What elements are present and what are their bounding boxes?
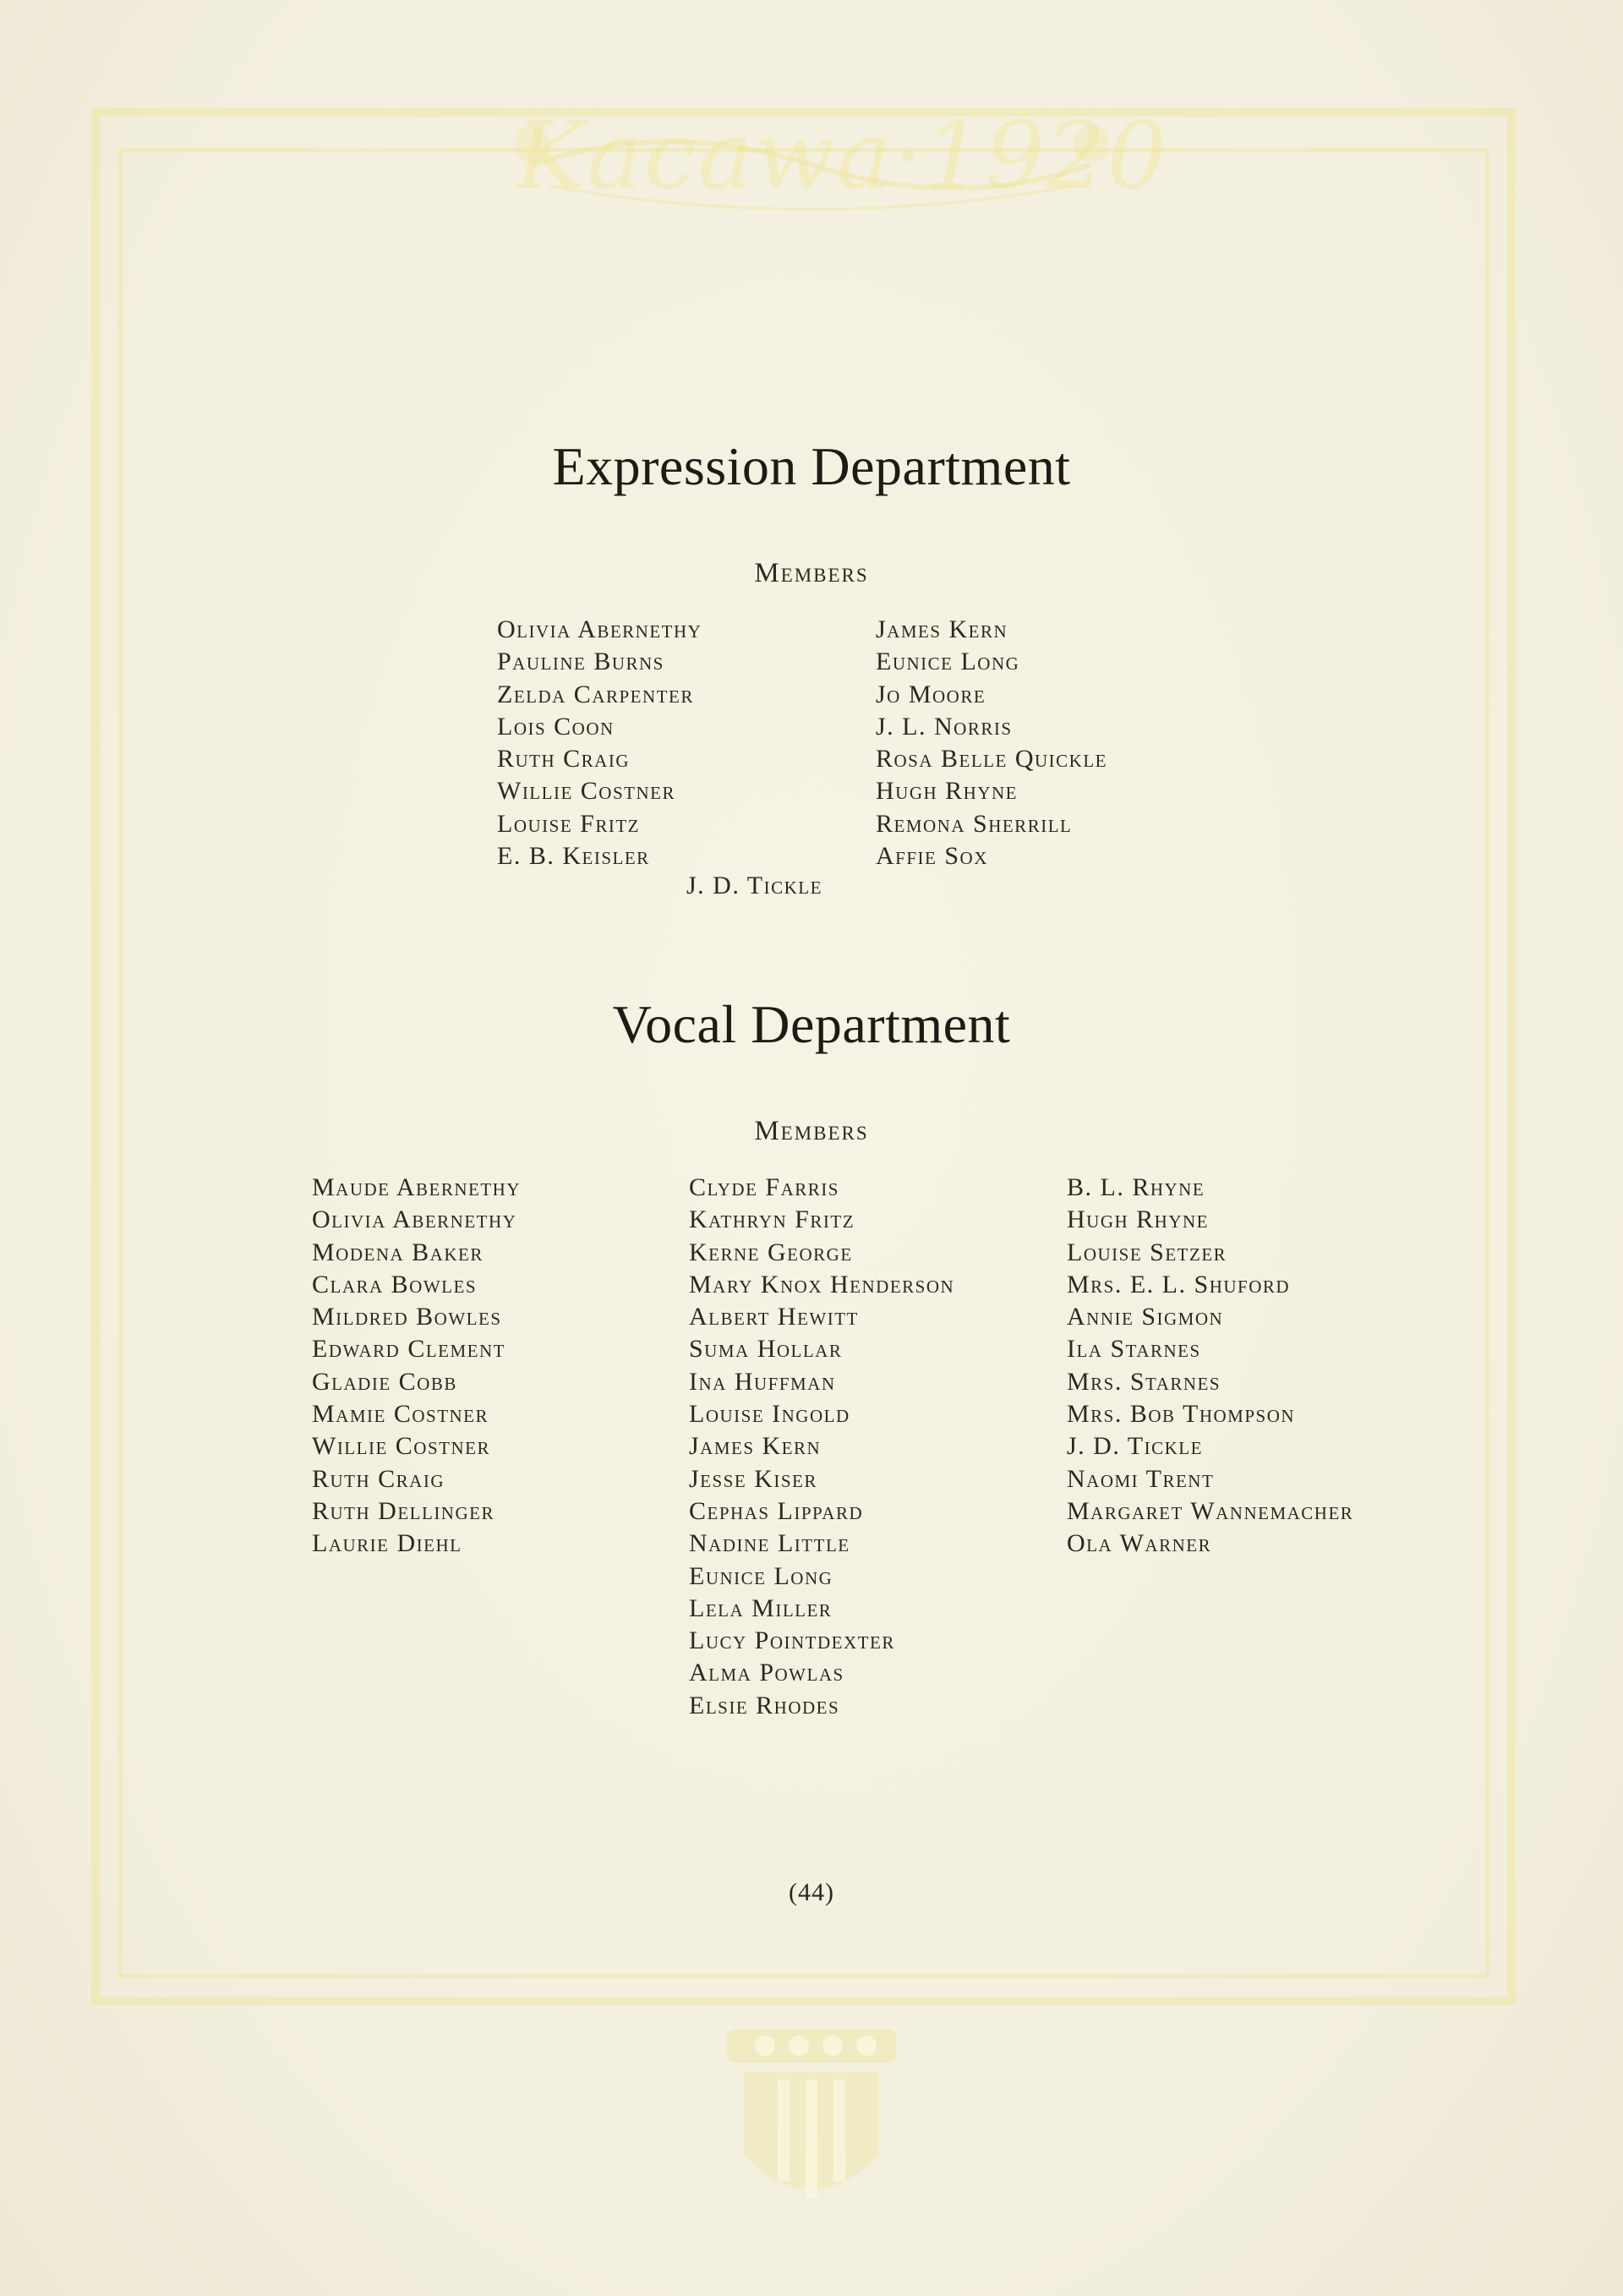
vocal-members-column-2 — [689, 1172, 954, 1722]
expression-department-title: Expression Department — [552, 436, 1071, 496]
bottom-shield-ornament — [719, 2012, 904, 2232]
list-item: James Kern — [689, 1432, 822, 1461]
list-item: Affie Sox — [876, 842, 988, 871]
list-item: Mrs. E. L. Shuford — [1067, 1270, 1291, 1298]
list-item: Naomi Trent — [1067, 1464, 1215, 1493]
list-item: Mrs. Bob Thompson — [1067, 1400, 1296, 1429]
list-item: Louise Ingold — [689, 1400, 850, 1429]
list-item: Cephas Lippard — [689, 1496, 864, 1525]
page-number: (44) — [789, 1878, 834, 1906]
list-item: Annie Sigmon — [1067, 1303, 1224, 1331]
vocal-department-title: Vocal Department — [612, 994, 1011, 1054]
list-item: Hugh Rhyne — [1067, 1205, 1209, 1234]
list-item: Jesse Kiser — [689, 1464, 817, 1493]
list-item: Lela Miller — [689, 1594, 833, 1622]
list-item: Kathryn Fritz — [689, 1205, 855, 1234]
list-item: Olivia Abernethy — [497, 615, 702, 643]
list-item: Willie Costner — [497, 777, 675, 806]
list-item: Ruth Dellinger — [312, 1496, 495, 1525]
list-item: Ola Warner — [1067, 1529, 1212, 1558]
list-item: Laurie Diehl — [312, 1529, 462, 1558]
list-item: Nadine Little — [689, 1529, 850, 1558]
list-item: Remona Sherrill — [876, 809, 1073, 838]
list-item: Ila Starnes — [1067, 1335, 1201, 1364]
expression-members-right-column — [876, 614, 1107, 872]
list-item: Clara Bowles — [312, 1270, 478, 1298]
list-item: Gladie Cobb — [312, 1367, 457, 1396]
list-item: Eunice Long — [876, 648, 1020, 676]
list-item: Pauline Burns — [497, 648, 664, 676]
expression-centered-member: J. D. Tickle — [686, 872, 822, 899]
list-item: Clyde Farris — [689, 1173, 839, 1201]
list-item: Lois Coon — [497, 712, 615, 741]
list-item: Zelda Carpenter — [497, 680, 694, 708]
list-item: Ruth Craig — [497, 745, 631, 774]
list-item: Maude Abernethy — [312, 1173, 522, 1201]
list-item: Elsie Rhodes — [689, 1691, 840, 1719]
list-item: Modena Baker — [312, 1238, 484, 1266]
expression-members-left-column — [497, 614, 702, 872]
vocal-members-column-3 — [1067, 1172, 1353, 1561]
shield-icon — [719, 2012, 904, 2232]
expression-members-heading: Members — [754, 558, 869, 588]
list-item: Suma Hollar — [689, 1335, 843, 1364]
list-item: Kerne George — [689, 1238, 853, 1266]
list-item: Margaret Wannemacher — [1067, 1496, 1354, 1525]
list-item: J. D. Tickle — [1067, 1432, 1203, 1461]
list-item: Edward Clement — [312, 1335, 505, 1364]
list-item: Albert Hewitt — [689, 1303, 859, 1331]
list-item: Willie Costner — [312, 1432, 490, 1461]
list-item: Jo Moore — [876, 680, 986, 708]
vocal-members-column-1 — [312, 1172, 521, 1561]
list-item: Rosa Belle Quickle — [876, 745, 1107, 774]
list-item: E. B. Keisler — [497, 842, 650, 871]
list-item: B. L. Rhyne — [1067, 1173, 1205, 1201]
list-item: Louise Setzer — [1067, 1238, 1227, 1266]
list-item: Mildred Bowles — [312, 1303, 502, 1331]
list-item: Eunice Long — [689, 1561, 833, 1590]
list-item: Olivia Abernethy — [312, 1205, 517, 1234]
list-item: Alma Powlas — [689, 1659, 844, 1687]
ornament-header-text: Kacawa·1920 — [516, 101, 1168, 210]
list-item: J. L. Norris — [876, 712, 1013, 741]
list-item: Louise Fritz — [497, 809, 640, 838]
list-item: Hugh Rhyne — [876, 777, 1018, 806]
list-item: Mary Knox Henderson — [689, 1270, 955, 1298]
list-item: James Kern — [876, 615, 1008, 643]
list-item: Lucy Pointdexter — [689, 1626, 895, 1655]
list-item: Mamie Costner — [312, 1400, 489, 1429]
list-item: Mrs. Starnes — [1067, 1367, 1221, 1396]
list-item: Ina Huffman — [689, 1367, 836, 1396]
list-item: Ruth Craig — [312, 1464, 445, 1493]
vocal-members-heading: Members — [754, 1116, 869, 1146]
header-ornament — [516, 85, 1168, 211]
